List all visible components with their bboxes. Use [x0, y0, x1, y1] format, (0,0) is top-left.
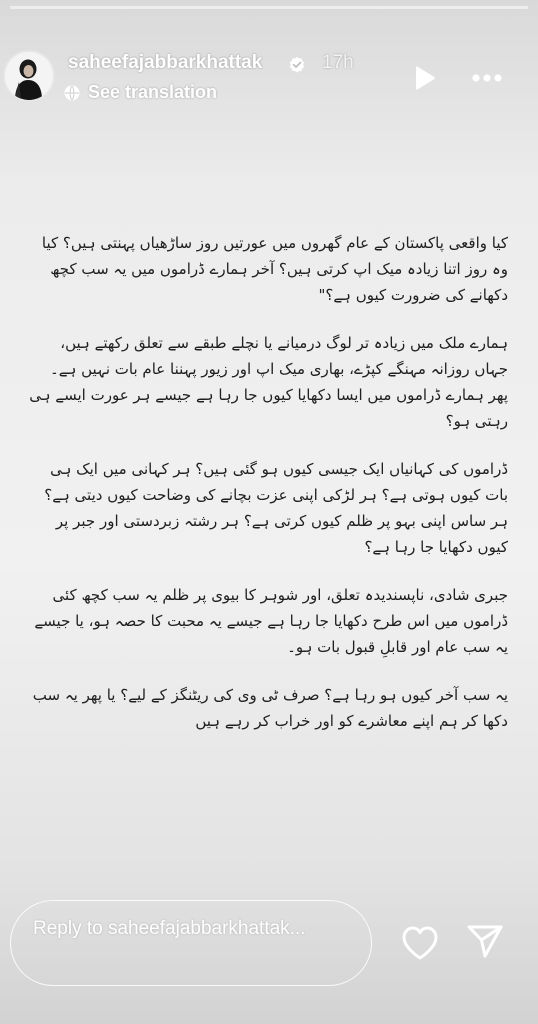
story-paragraph-4: جبری شادی، ناپسندیدہ تعلق، اور شوہر کا بیوی پر ظلم یہ سب کچھ کئی ڈراموں میں اس طرح دکھایا جا رہا ہے جیسے یہ محبت کا حصہ ہو، یا جیسے یہ سب عام اور قابلِ قبول بات ہو۔ [34, 586, 508, 656]
send-icon[interactable] [466, 922, 504, 960]
reply-placeholder: Reply to saheefajabbarkhattak... [33, 918, 306, 939]
see-translation-label: See translation [88, 82, 218, 102]
play-icon[interactable] [410, 64, 438, 92]
story-paragraph-3: ڈراموں کی کہانیاں ایک جیسی کیوں ہو گئی ہیں؟ ہر کہانی میں ایک ہی بات کیوں ہوتی ہے؟ ہر لڑکی اپنی عزت بچانے کی وضاحت کیوں دیتی ہے؟ ہر ساس اپنی بہو پر ظلم کیوں کرتی ہے؟ ہر رشتہ زبردستی اور جبر پر کیوں دکھایا جا رہا ہے؟ [44, 460, 508, 556]
reply-input[interactable] [10, 900, 372, 986]
story-header [0, 40, 538, 120]
avatar-photo-icon [5, 52, 53, 100]
story-paragraph-1: کیا واقعی پاکستان کے عام گھروں میں عورتیں روز ساڑھیاں پہنتی ہیں؟ کیا وہ روز اتنا زیادہ میک اپ کرتی ہیں؟ آخر ہمارے ڈراموں میں یہ سب کچھ دکھانے کی ضرورت کیوں ہے؟" [41, 234, 508, 304]
heart-icon[interactable] [400, 924, 440, 962]
story-username[interactable]: saheefajabbarkhattak [68, 52, 263, 73]
story-text-body [28, 230, 508, 756]
story-progress-bar [10, 6, 528, 9]
more-horizontal-icon[interactable] [470, 68, 504, 88]
story-paragraph-5: یہ سب آخر کیوں ہو رہا ہے؟ صرف ٹی وی کی ریٹنگز کے لیے؟ یا پھر یہ سب دکھا کر ہم اپنے معاشرے کو اور خراب کر رہے ہیں [32, 686, 508, 730]
verified-badge-icon [288, 56, 306, 74]
story-paragraph-2: ہمارے ملک میں زیادہ تر لوگ درمیانے یا نچلے طبقے سے تعلق رکھتے ہیں، جہاں روزانہ مہنگے کپڑے، بھاری میک اپ اور زیور پہننا عام بات نہیں ہے۔ پھر ہمارے ڈراموں میں ایسا دکھایا کیوں جا رہا ہے جیسے ہر عورت ایسے ہی رہتی ہو؟ [29, 334, 508, 430]
globe-icon [64, 85, 80, 101]
avatar[interactable] [3, 50, 55, 102]
story-timestamp: 17h [322, 52, 354, 73]
see-translation-button[interactable] [64, 82, 217, 103]
